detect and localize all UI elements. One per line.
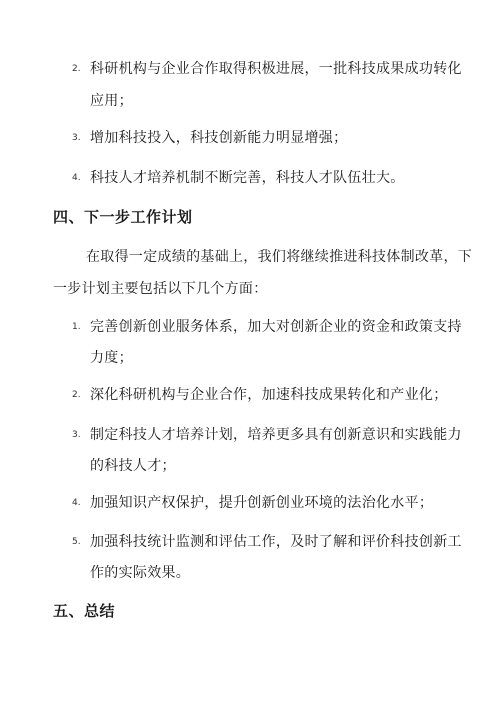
list-number: 4. <box>72 498 81 508</box>
list-text-line: 制定科技人才培养计划，培养更多具有创新意识和实践能力 <box>90 427 462 443</box>
list-text-line: 科技人才培养机制不断完善，科技人才队伍壮大。 <box>90 170 405 186</box>
list-number: 4. <box>72 173 81 183</box>
list-text-line: 深化科研机构与企业合作，加速科技成果转化和产业化； <box>90 387 448 403</box>
list-text-line: 增加科技投入，科技创新能力明显增强； <box>90 130 348 146</box>
section-heading: 五、总结 <box>53 602 116 620</box>
list-number: 1. <box>72 322 81 332</box>
list-text-line: 应用； <box>90 93 133 109</box>
list-text-line: 力度； <box>90 350 133 366</box>
paragraph-line: 一步计划主要包括以下几个方面： <box>53 281 268 297</box>
list-text-line: 加强科技统计监测和评估工作，及时了解和评价科技创新工 <box>90 534 462 550</box>
list-number: 3. <box>72 430 81 440</box>
list-number: 2. <box>72 390 81 400</box>
list-number: 2. <box>72 64 81 74</box>
paragraph-line: 在取得一定成绩的基础上，我们将继续推进科技体制改革，下 <box>86 249 473 265</box>
list-text-line: 科研机构与企业合作取得积极进展，一批科技成果成功转化 <box>90 61 462 77</box>
list-text-line: 作的实际效果。 <box>90 565 191 581</box>
list-number: 5. <box>72 537 81 547</box>
list-text-line: 的科技人才； <box>90 458 176 474</box>
list-number: 3. <box>72 133 81 143</box>
section-heading: 四、下一步工作计划 <box>53 208 193 226</box>
list-text-line: 完善创新创业服务体系，加大对创新企业的资金和政策支持 <box>90 319 462 335</box>
list-text-line: 加强知识产权保护，提升创新创业环境的法治化水平； <box>90 495 434 511</box>
